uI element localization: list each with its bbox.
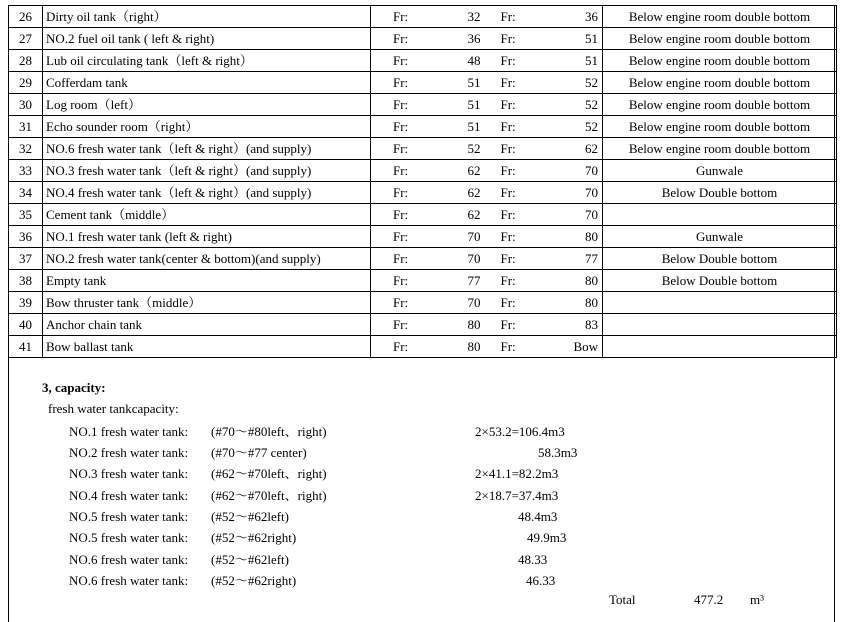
frame-from: 70 (435, 226, 491, 248)
table-row (9, 270, 837, 292)
row-number: 31 (9, 116, 43, 138)
capacity-frame-range: (#70～#77 center) (211, 445, 307, 460)
capacity-tank-name: NO.2 fresh water tank: (69, 445, 189, 460)
table-row (9, 6, 837, 28)
tank-name: Empty tank (43, 270, 371, 292)
frame-label-to: Fr: (491, 270, 541, 292)
capacity-row (69, 550, 449, 570)
row-number: 39 (9, 292, 43, 314)
frame-to: 52 (541, 116, 603, 138)
frame-from: 51 (435, 72, 491, 94)
table-row (9, 292, 837, 314)
capacity-frame-range: (#52～#62right) (211, 530, 297, 545)
table-row (9, 116, 837, 138)
frame-from: 48 (435, 50, 491, 72)
table-row (9, 226, 837, 248)
tank-position: Below Double bottom (603, 182, 837, 204)
frame-from: 51 (435, 94, 491, 116)
tank-name: Lub oil circulating tank（left & right） (43, 50, 371, 72)
tank-position: Below Double bottom (603, 270, 837, 292)
frame-label-from: Fr: (371, 204, 435, 226)
capacity-row (69, 507, 449, 527)
frame-from: 80 (435, 336, 491, 358)
table-row (9, 138, 837, 160)
capacity-row (69, 464, 449, 484)
frame-from: 62 (435, 204, 491, 226)
tank-name: NO.2 fresh water tank(center & bottom)(and supply) (43, 248, 371, 270)
frame-from: 36 (435, 28, 491, 50)
frame-to: 70 (541, 160, 603, 182)
tank-position: Below engine room double bottom (603, 94, 837, 116)
tank-name: Cofferdam tank (43, 72, 371, 94)
frame-to: 80 (541, 270, 603, 292)
frame-label-to: Fr: (491, 28, 541, 50)
frame-from: 52 (435, 138, 491, 160)
frame-label-from: Fr: (371, 314, 435, 336)
tank-name: Bow ballast tank (43, 336, 371, 358)
frame-from: 62 (435, 160, 491, 182)
frame-label-from: Fr: (371, 28, 435, 50)
frame-label-from: Fr: (371, 94, 435, 116)
tank-name: Log room（left） (43, 94, 371, 116)
tank-position (603, 292, 837, 314)
capacity-value: 58.3m3 (538, 445, 578, 460)
row-number: 34 (9, 182, 43, 204)
frame-label-to: Fr: (491, 292, 541, 314)
tank-position: Below engine room double bottom (603, 6, 837, 28)
frame-label-from: Fr: (371, 72, 435, 94)
frame-label-to: Fr: (491, 248, 541, 270)
frame-label-from: Fr: (371, 160, 435, 182)
capacity-tank-name: NO.5 fresh water tank: (69, 530, 189, 545)
row-number: 30 (9, 94, 43, 116)
table-row (9, 50, 837, 72)
frame-label-to: Fr: (491, 138, 541, 160)
capacity-frame-range: (#52～#62right) (211, 573, 297, 588)
tank-position (603, 314, 837, 336)
row-number: 36 (9, 226, 43, 248)
row-number: 37 (9, 248, 43, 270)
frame-to: Bow (541, 336, 603, 358)
capacity-frame-range: (#62～#70left、right) (211, 488, 327, 503)
capacity-value: 2×41.1=82.2m3 (475, 466, 559, 481)
capacity-row (69, 571, 449, 591)
capacity-tank-name: NO.6 fresh water tank: (69, 552, 189, 567)
tank-name: Bow thruster tank（middle） (43, 292, 371, 314)
tank-position: Below engine room double bottom (603, 138, 837, 160)
frame-label-to: Fr: (491, 72, 541, 94)
row-number: 33 (9, 160, 43, 182)
capacity-tank-name: NO.4 fresh water tank: (69, 488, 189, 503)
tank-position: Below engine room double bottom (603, 28, 837, 50)
capacity-row (69, 443, 449, 463)
frame-from: 77 (435, 270, 491, 292)
tank-name: NO.1 fresh water tank (left & right) (43, 226, 371, 248)
frame-label-from: Fr: (371, 50, 435, 72)
tank-name: Dirty oil tank（right） (43, 6, 371, 28)
frame-label-to: Fr: (491, 94, 541, 116)
total-unit: m³ (750, 592, 765, 607)
frame-to: 52 (541, 72, 603, 94)
capacity-value: 48.4m3 (518, 509, 558, 524)
frame-label-from: Fr: (371, 138, 435, 160)
table-row (9, 336, 837, 358)
row-number: 26 (9, 6, 43, 28)
capacity-heading: 3, capacity: (42, 380, 106, 395)
tank-name: NO.6 fresh water tank（left & right）(and supply) (43, 138, 371, 160)
tank-name: NO.2 fuel oil tank ( left & right) (43, 28, 371, 50)
table-row (9, 28, 837, 50)
capacity-tank-name: NO.6 fresh water tank: (69, 573, 189, 588)
capacity-tank-name: NO.3 fresh water tank: (69, 466, 189, 481)
capacity-row (69, 422, 449, 442)
capacity-frame-range: (#52～#62left) (211, 509, 289, 524)
capacity-row (69, 528, 449, 548)
capacity-value: 2×18.7=37.4m3 (475, 488, 559, 503)
capacity-subheading: fresh water tankcapacity: (48, 401, 179, 416)
capacity-value: 46.33 (526, 573, 556, 588)
frame-label-to: Fr: (491, 336, 541, 358)
frame-label-from: Fr: (371, 270, 435, 292)
frame-label-to: Fr: (491, 116, 541, 138)
capacity-value: 2×53.2=106.4m3 (475, 424, 565, 439)
capacity-frame-range: (#52～#62left) (211, 552, 289, 567)
frame-from: 62 (435, 182, 491, 204)
tank-position (603, 204, 837, 226)
frame-to: 77 (541, 248, 603, 270)
tank-name: NO.3 fresh water tank（left & right）(and supply) (43, 160, 371, 182)
table-row (9, 72, 837, 94)
frame-to: 51 (541, 28, 603, 50)
row-number: 29 (9, 72, 43, 94)
tank-position: Gunwale (603, 160, 837, 182)
tank-position: Below engine room double bottom (603, 72, 837, 94)
row-number: 41 (9, 336, 43, 358)
frame-label-to: Fr: (491, 6, 541, 28)
tank-position: Below engine room double bottom (603, 116, 837, 138)
row-number: 38 (9, 270, 43, 292)
frame-label-from: Fr: (371, 292, 435, 314)
frame-label-to: Fr: (491, 182, 541, 204)
row-number: 35 (9, 204, 43, 226)
tank-name: Echo sounder room（right） (43, 116, 371, 138)
frame-from: 32 (435, 6, 491, 28)
capacity-frame-range: (#62～#70left、right) (211, 466, 327, 481)
frame-from: 70 (435, 292, 491, 314)
frame-label-to: Fr: (491, 226, 541, 248)
tank-position: Below engine room double bottom (603, 50, 837, 72)
frame-to: 83 (541, 314, 603, 336)
tank-table (8, 5, 837, 358)
table-row (9, 94, 837, 116)
tank-name: Cement tank（middle） (43, 204, 371, 226)
tank-name: Anchor chain tank (43, 314, 371, 336)
frame-to: 80 (541, 226, 603, 248)
frame-to: 70 (541, 182, 603, 204)
tank-name: NO.4 fresh water tank（left & right）(and supply) (43, 182, 371, 204)
capacity-tank-name: NO.5 fresh water tank: (69, 509, 189, 524)
frame-label-to: Fr: (491, 204, 541, 226)
frame-to: 36 (541, 6, 603, 28)
row-number: 28 (9, 50, 43, 72)
tank-position: Below Double bottom (603, 248, 837, 270)
capacity-frame-range: (#70～#80left、right) (211, 424, 327, 439)
capacity-row (69, 486, 449, 506)
total-label: Total (609, 592, 636, 607)
frame-to: 52 (541, 94, 603, 116)
table-row (9, 314, 837, 336)
frame-to: 62 (541, 138, 603, 160)
row-number: 32 (9, 138, 43, 160)
frame-to: 70 (541, 204, 603, 226)
frame-label-from: Fr: (371, 226, 435, 248)
frame-label-from: Fr: (371, 182, 435, 204)
row-number: 27 (9, 28, 43, 50)
frame-from: 51 (435, 116, 491, 138)
frame-label-to: Fr: (491, 314, 541, 336)
capacity-value: 48.33 (518, 552, 548, 567)
capacity-tank-name: NO.1 fresh water tank: (69, 424, 189, 439)
frame-to: 51 (541, 50, 603, 72)
frame-to: 80 (541, 292, 603, 314)
table-row (9, 204, 837, 226)
row-number: 40 (9, 314, 43, 336)
frame-from: 70 (435, 248, 491, 270)
frame-label-from: Fr: (371, 336, 435, 358)
frame-label-to: Fr: (491, 50, 541, 72)
frame-label-to: Fr: (491, 160, 541, 182)
capacity-value: 49.9m3 (527, 530, 567, 545)
total-value: 477.2 (694, 592, 724, 607)
table-row (9, 248, 837, 270)
frame-label-from: Fr: (371, 248, 435, 270)
table-row (9, 182, 837, 204)
frame-label-from: Fr: (371, 116, 435, 138)
table-row (9, 160, 837, 182)
tank-position: Gunwale (603, 226, 837, 248)
tank-position (603, 336, 837, 358)
frame-from: 80 (435, 314, 491, 336)
frame-label-from: Fr: (371, 6, 435, 28)
